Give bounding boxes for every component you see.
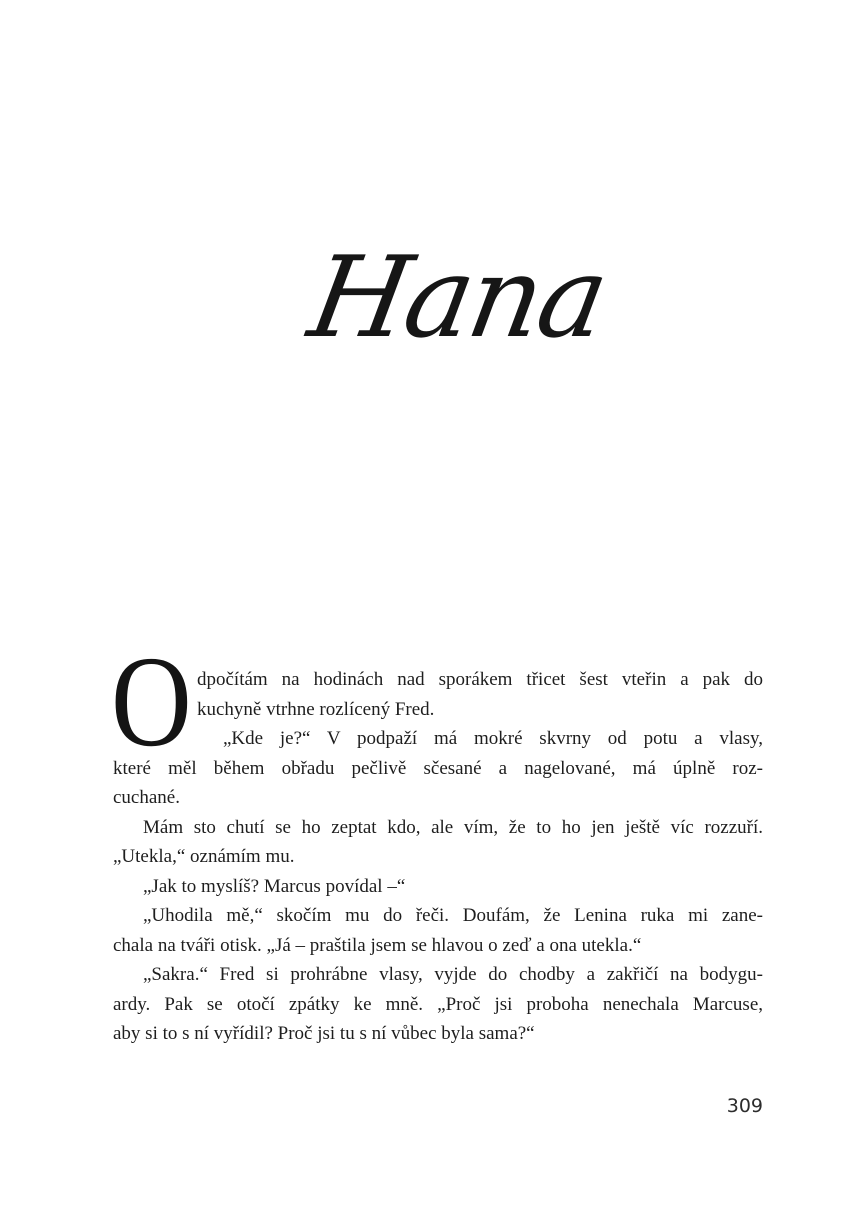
body-line-8: „Jak to myslíš? Marcus povídal –“ xyxy=(143,875,406,897)
body-line-5: cuchané. xyxy=(113,787,180,808)
body-line-9: „Uhodila mě,“ skočím mu do řeči. Doufám, že Lenina ruka mi zane- xyxy=(143,905,763,926)
body-text xyxy=(113,665,763,1049)
body-line-3: „Kde je?“ V podpaží má mokré skvrny od potu a vlasy, xyxy=(223,728,763,749)
body-line-10: chala na tváři otisk. „Já – praštila jsem se hlavou o zeď a ona utekla.“ xyxy=(113,934,642,956)
body-line-13: aby si to s ní vyřídil? Proč jsi tu s ní vůbec byla sama?“ xyxy=(113,1023,535,1044)
chapter-title: Hana xyxy=(300,233,615,363)
page-number: 309 xyxy=(726,1095,763,1117)
body-line-12: ardy. Pak se otočí zpátky ke mně. „Proč jsi proboha nenechala Marcuse, xyxy=(113,993,763,1015)
body-line-1: dpočítám na hodinách nad sporákem třicet šest vteřin a pak do xyxy=(197,669,763,690)
body-line-4: které měl během obřadu pečlivě sčesané a nagelované, má úplně roz- xyxy=(113,757,763,779)
body-line-11: „Sakra.“ Fred si prohrábne vlasy, vyjde do chodby a zakřičí na bodygu- xyxy=(143,964,763,985)
body-line-7: „Utekla,“ oznámím mu. xyxy=(113,846,295,867)
body-line-2: kuchyně vtrhne rozlícený Fred. xyxy=(197,698,435,720)
dropcap-letter: O xyxy=(111,630,192,774)
body-line-6: Mám sto chutí se ho zeptat kdo, ale vím, že to ho jen ještě víc rozzuří. xyxy=(143,816,763,838)
